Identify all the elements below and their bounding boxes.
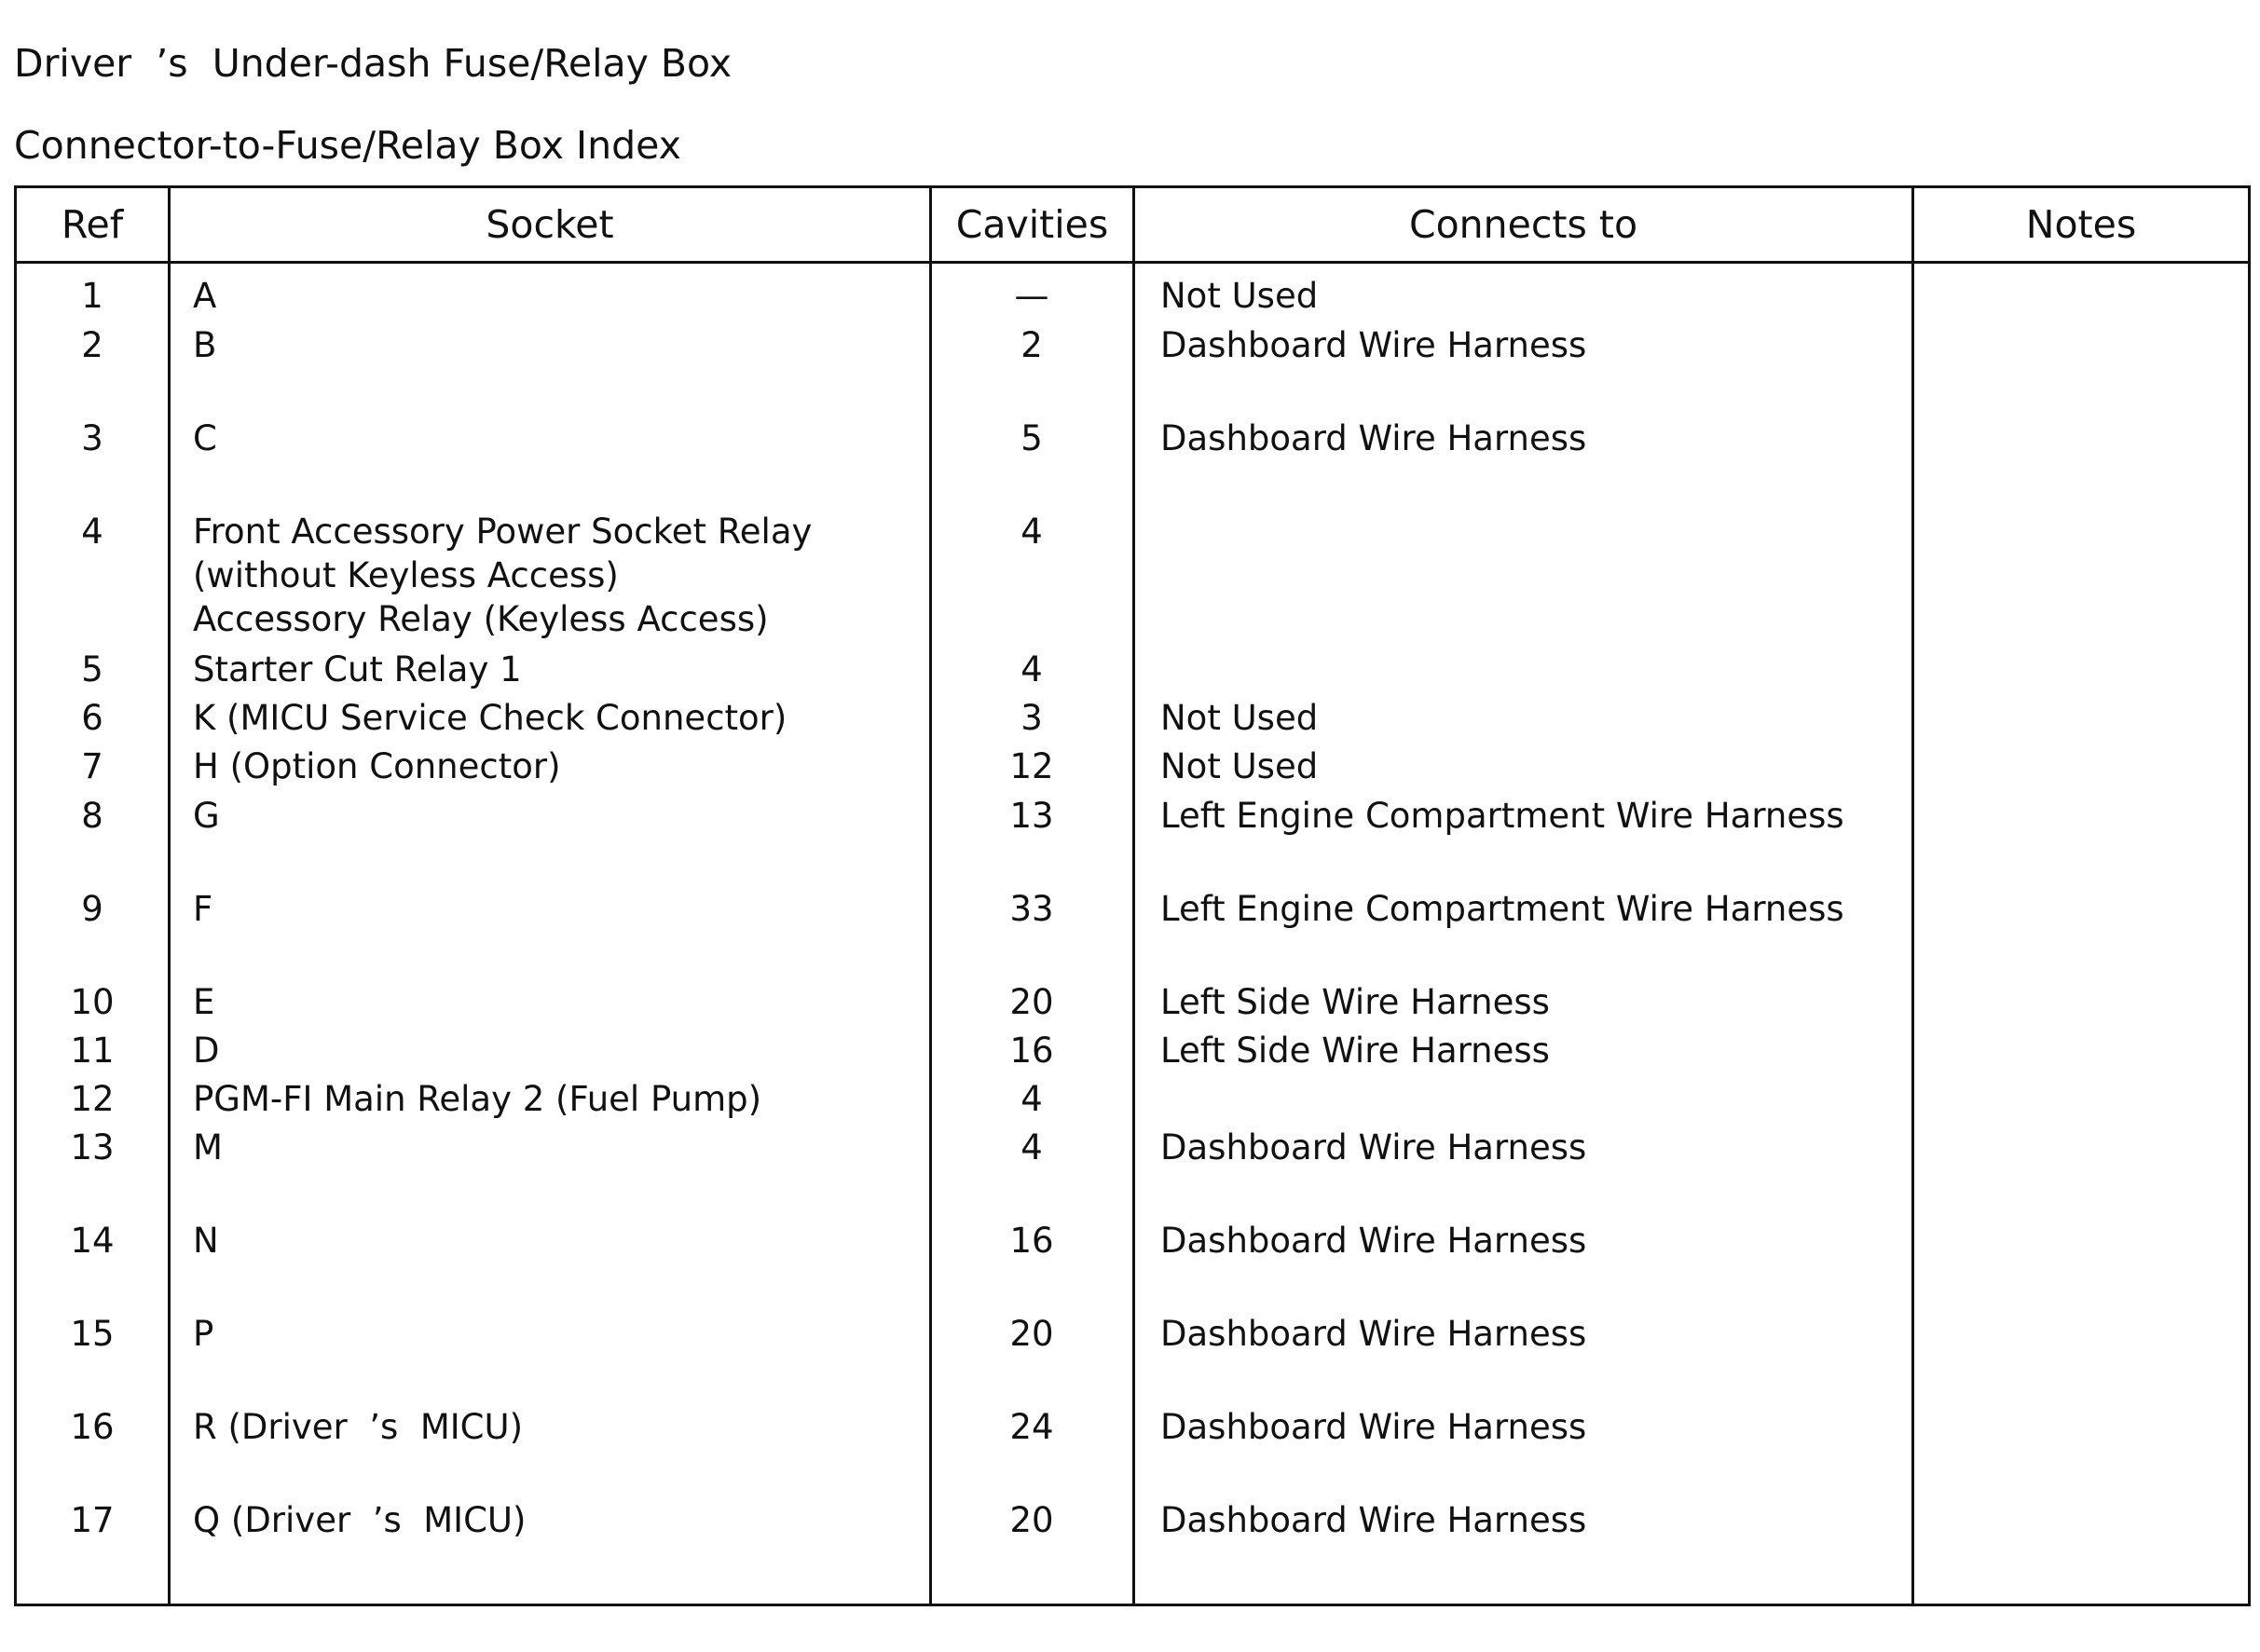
header-ref: Ref — [61, 202, 124, 247]
row-ref: 2 — [81, 325, 103, 365]
row-cavities: 4 — [1020, 1079, 1043, 1119]
row-socket: C — [193, 418, 217, 458]
row-cavities: 20 — [1009, 1500, 1054, 1540]
row-connects-to: Dashboard Wire Harness — [1160, 1314, 1587, 1354]
row-connects-to: Not Used — [1160, 276, 1319, 316]
row-socket: N — [193, 1221, 219, 1261]
row-connects-to: Dashboard Wire Harness — [1160, 1127, 1587, 1167]
row-socket: A — [193, 276, 217, 316]
row-connects-to: Not Used — [1160, 698, 1319, 738]
row-cavities: 3 — [1020, 698, 1043, 738]
row-connects-to: Left Engine Compartment Wire Harness — [1160, 889, 1844, 929]
header-notes: Notes — [2025, 202, 2137, 247]
row-ref: 13 — [70, 1127, 115, 1167]
row-ref: 8 — [81, 796, 103, 836]
row-ref: 9 — [81, 889, 103, 929]
index-table — [14, 185, 2251, 1606]
row-cavities: 16 — [1009, 1221, 1054, 1261]
row-socket: E — [193, 982, 215, 1022]
row-cavities: 33 — [1009, 889, 1054, 929]
row-socket: Starter Cut Relay 1 — [193, 649, 522, 689]
row-socket: H (Option Connector) — [193, 746, 561, 786]
row-connects-to: Left Side Wire Harness — [1160, 1031, 1550, 1071]
table-caption: Connector-to-Fuse/Relay Box Index — [14, 123, 681, 168]
row-socket: G — [193, 796, 220, 836]
row-cavities: 12 — [1009, 746, 1054, 786]
row-ref: 7 — [81, 746, 103, 786]
row-cavities: 4 — [1020, 649, 1043, 689]
row-ref: 16 — [70, 1407, 115, 1447]
row-cavities: 5 — [1020, 418, 1043, 458]
row-connects-to: Dashboard Wire Harness — [1160, 418, 1587, 458]
row-socket: M — [193, 1127, 223, 1167]
row-connects-to: Not Used — [1160, 746, 1319, 786]
header-cavities: Cavities — [955, 202, 1109, 247]
row-cavities: 2 — [1020, 325, 1043, 365]
row-socket: K (MICU Service Check Connector) — [193, 698, 788, 738]
row-ref: 14 — [70, 1221, 115, 1261]
row-cavities: 20 — [1009, 982, 1054, 1022]
column-divider — [168, 188, 171, 1604]
row-cavities: 13 — [1009, 796, 1054, 836]
row-socket: B — [193, 325, 217, 365]
row-socket: PGM-FI Main Relay 2 (Fuel Pump) — [193, 1079, 762, 1119]
row-cavities: — — [1014, 276, 1049, 316]
row-cavities: 16 — [1009, 1031, 1054, 1071]
header-socket: Socket — [486, 202, 614, 247]
row-socket: Q (Driver ’s MICU) — [193, 1500, 527, 1540]
row-ref: 15 — [70, 1314, 115, 1354]
row-socket: F — [193, 889, 213, 929]
row-ref: 3 — [81, 418, 103, 458]
row-connects-to: Dashboard Wire Harness — [1160, 325, 1587, 365]
row-ref: 11 — [70, 1031, 115, 1071]
row-ref: 4 — [81, 512, 103, 552]
row-ref: 5 — [81, 649, 103, 689]
row-socket: R (Driver ’s MICU) — [193, 1407, 524, 1447]
row-cavities: 24 — [1009, 1407, 1054, 1447]
row-connects-to: Left Engine Compartment Wire Harness — [1160, 796, 1844, 836]
row-ref: 12 — [70, 1079, 115, 1119]
row-cavities: 20 — [1009, 1314, 1054, 1354]
row-socket: P — [193, 1314, 214, 1354]
row-connects-to: Left Side Wire Harness — [1160, 982, 1550, 1022]
row-ref: 6 — [81, 698, 103, 738]
row-connects-to: Dashboard Wire Harness — [1160, 1500, 1587, 1540]
row-cavities: 4 — [1020, 1127, 1043, 1167]
page-title: Driver ’s Under-dash Fuse/Relay Box — [14, 41, 733, 86]
row-connects-to: Dashboard Wire Harness — [1160, 1407, 1587, 1447]
row-socket: D — [193, 1031, 220, 1071]
header-connects-to: Connects to — [1408, 202, 1638, 247]
header-divider — [17, 261, 2248, 264]
row-ref: 10 — [70, 982, 115, 1022]
row-socket: Front Accessory Power Socket Relay (without Keyless Access) Accessory Relay (Keyless Access) — [193, 512, 813, 639]
row-ref: 17 — [70, 1500, 115, 1540]
row-connects-to: Dashboard Wire Harness — [1160, 1221, 1587, 1261]
row-cavities: 4 — [1020, 512, 1043, 552]
row-ref: 1 — [81, 276, 103, 316]
